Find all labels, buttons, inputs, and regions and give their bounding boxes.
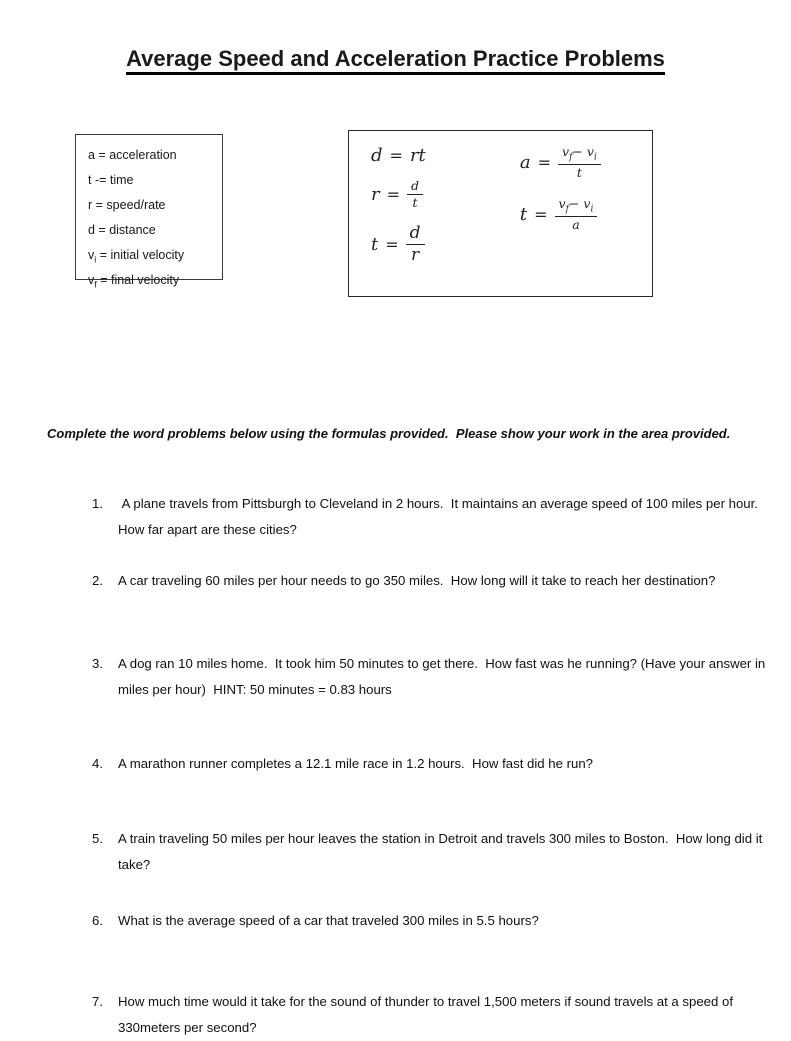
page-title-text: Average Speed and Acceleration Practice Problems [126,46,665,75]
problem-7 [92,989,791,1041]
formulas-box [348,130,653,297]
problem-4 [92,751,791,777]
problem-number: 1. [92,496,103,511]
definition-final-velocity: $v_f$ = final velocity [88,273,180,290]
problem-text: A car traveling 60 miles per hour needs to go 350 miles. How long will it take to reach her destination? [118,573,716,588]
problem-text: How much time would it take for the sound of thunder to travel 1,500 meters if sound travels at a speed of 330meters per second? [118,994,737,1035]
definition-initial-velocity: $v_i$ = initial velocity [88,248,185,265]
definition-time: t -= time [88,173,134,187]
problem-3 [92,651,791,703]
reference-section [0,130,791,360]
formula-r-equals-d-over-t: r = $\frac{d}{t}$ [371,179,520,211]
fraction-d-over-t: $\frac{d}{t}$ [407,179,423,211]
fraction-vf-minus-vi-over-a: $\frac{v_f- v_i}{a}$ [555,197,598,232]
problem-2 [92,568,791,594]
problem-text: A dog ran 10 miles home. It took him 50 minutes to get there. How fast was he running? (Have your answer in miles per hour) HINT: 50 minutes = 0.83 hours [118,656,769,697]
problem-text: A train traveling 50 miles per hour leaves the station in Detroit and travels 300 miles to Boston. How long did it take? [118,831,766,872]
definition-rate: r = speed/rate [88,198,166,212]
formulas-right-column [520,145,634,288]
problem-number: 5. [92,831,103,846]
problem-text: A plane travels from Pittsburgh to Cleveland in 2 hours. It maintains an average speed of 100 miles per hour. How far apart are these cities? [118,496,766,537]
problem-1 [92,491,791,543]
problem-list [0,491,791,1041]
formula-t-equals-vf-minus-vi-over-a: t = $\frac{v_f- v_i}{a}$ [520,197,634,232]
definitions-box [75,134,223,290]
instructions-text: Complete the word problems below using the formulas provided. Please show your work in the area provided. [47,426,731,441]
definition-distance: d = distance [88,223,156,237]
problem-text: A marathon runner completes a 12.1 mile race in 1.2 hours. How fast did he run? [118,756,594,771]
problem-6 [92,908,791,934]
page-title [0,46,791,72]
formula-d-equals-rt: d = rt [371,145,426,166]
definition-acceleration: a = acceleration [88,148,177,162]
formulas-left-column [371,145,520,288]
fraction-d-over-r: $\frac{d}{r}$ [406,224,425,266]
formula-t-equals-d-over-r: t = $\frac{d}{r}$ [371,224,520,266]
problem-number: 7. [92,994,103,1009]
problem-number: 3. [92,656,103,671]
fraction-vf-minus-vi-over-t: $\frac{v_f- v_i}{t}$ [558,145,601,180]
formula-a-equals-vf-minus-vi-over-t: a = $\frac{v_f- v_i}{t}$ [520,145,634,180]
problem-text: What is the average speed of a car that traveled 300 miles in 5.5 hours? [118,913,539,928]
problem-number: 4. [92,756,103,771]
problem-number: 6. [92,913,103,928]
problem-5 [92,826,791,878]
problem-number: 2. [92,573,103,588]
